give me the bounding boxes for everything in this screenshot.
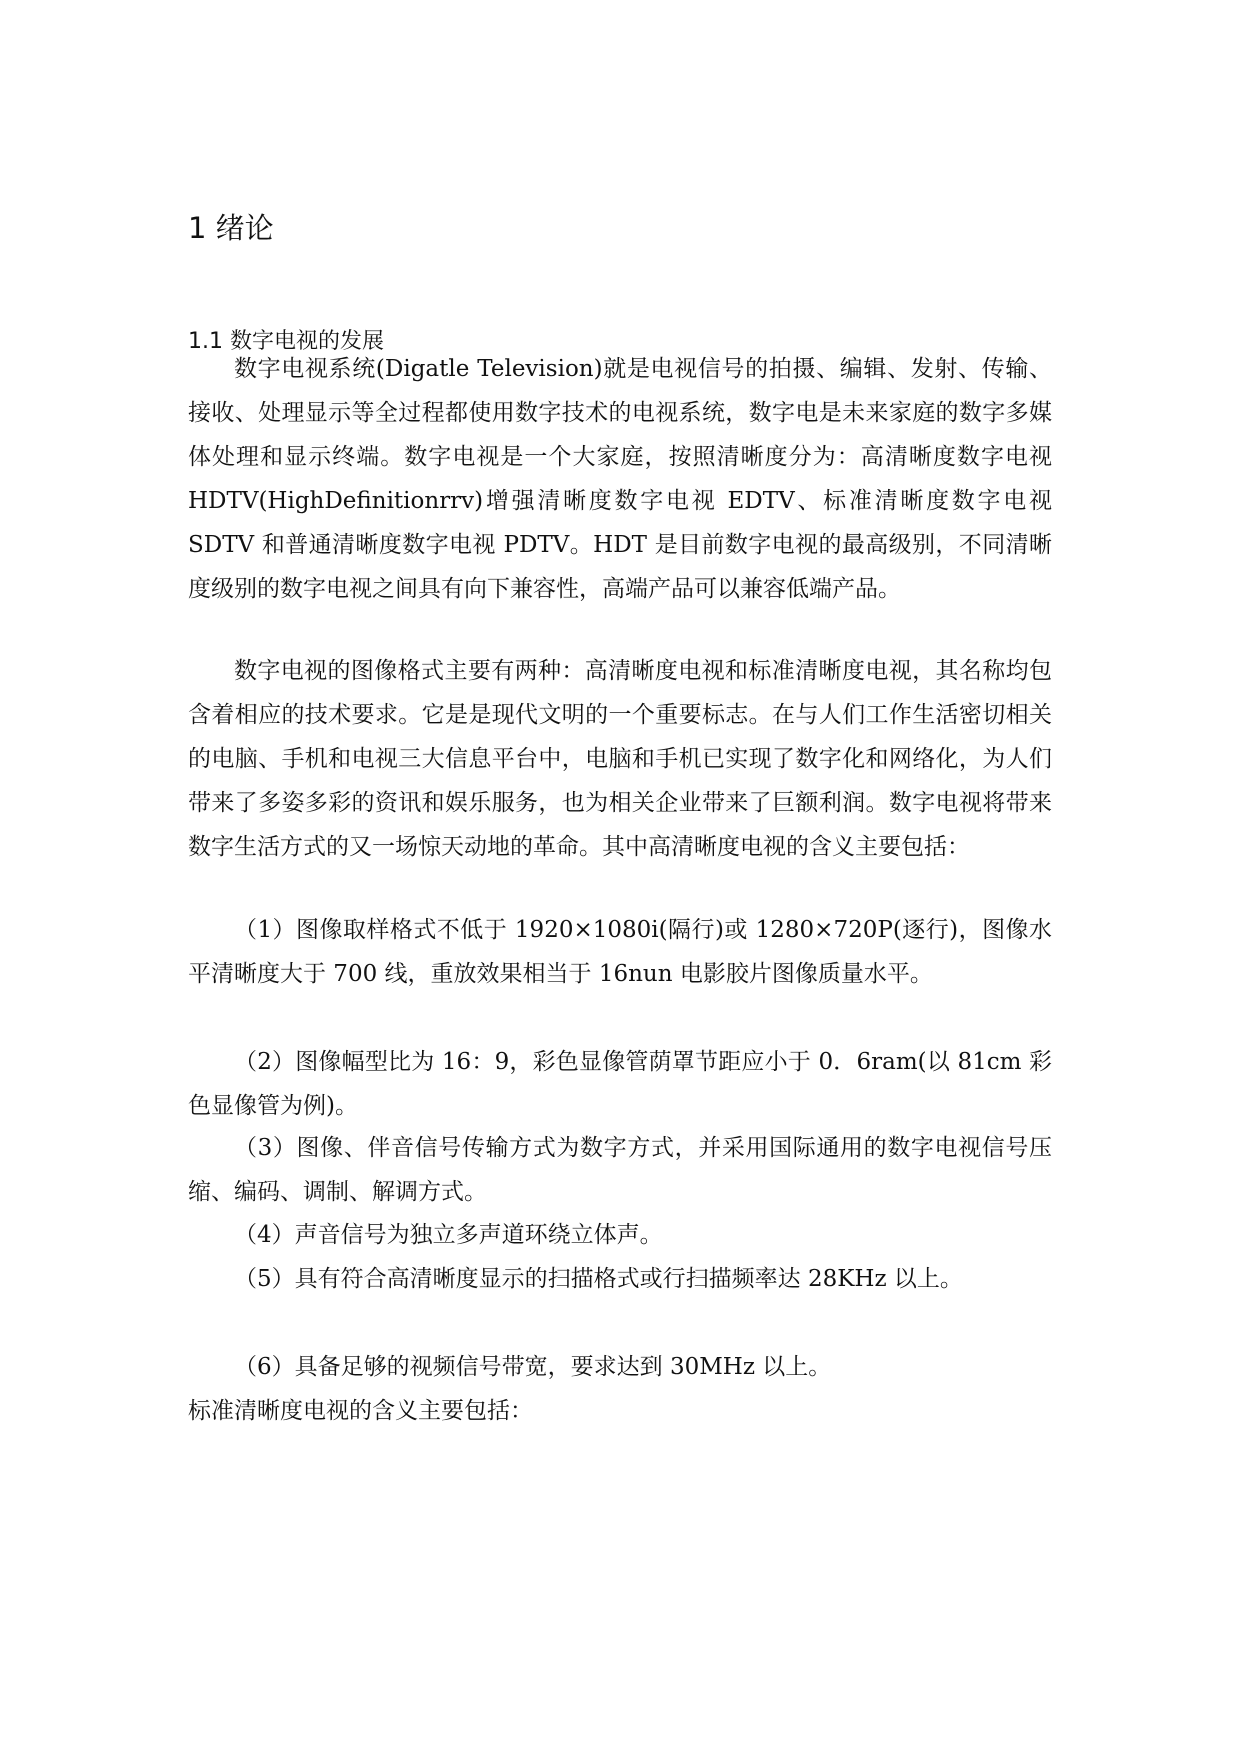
paragraph-image-format: 数字电视的图像格式主要有两种：高清晰度电视和标准清晰度电视，其名称均包含着相应的技术要求。它是是现代文明的一个重要标志。在与人们工作生活密切相关的电脑、手机和电视三大信息平台中，电脑和手机已实现了数字化和网络化，为人们带来了多姿多彩的资讯和娱乐服务，也为相关企业带来了巨额利润。数字电视将带来数字生活方式的又一场惊天动地的革命。其中高清晰度电视的含义主要包括：: [188, 658, 1052, 860]
list-item-4: （4）声音信号为独立多声道环绕立体声。: [234, 1222, 663, 1248]
paragraph-intro: 数字电视系统(Digatle Television)就是电视信号的拍摄、编辑、发射、传输、接收、处理显示等全过程都使用数字技术的电视系统，数字电是未来家庭的数字多媒体处理和显示终端。数字电视是一个大家庭，按照清晰度分为：高清晰度数字电视 HDTV(HighDefinitionrrv)增强清晰度数字电视 EDTV、标准清晰度数字电视 SDTV 和普通清晰度数字电视 PDTV。HDT 是目前数字电视的最高级别，不同清晰度级别的数字电视之间具有向下兼容性，高端产品可以兼容低端产品。: [188, 356, 1052, 602]
list-item-6: （6）具备足够的视频信号带宽，要求达到 30MHz 以上。: [234, 1354, 832, 1380]
list-item-2: （2）图像幅型比为 16：9，彩色显像管荫罩节距应小于 0．6ram(以 81cm 彩色显像管为例)。: [188, 1049, 1052, 1119]
chapter-title: 1 绪论: [188, 211, 274, 245]
section-title: 1.1 数字电视的发展: [188, 329, 384, 354]
list-item-5: （5）具有符合高清晰度显示的扫描格式或行扫描频率达 28KHz 以上。: [234, 1266, 963, 1292]
list-item-1: （1）图像取样格式不低于 1920×1080i(隔行)或 1280×720P(逐行)，图像水平清晰度大于 700 线，重放效果相当于 16nun 电影胶片图像质量水平。: [188, 917, 1052, 987]
list-item-3: （3）图像、伴音信号传输方式为数字方式，并采用国际通用的数字电视信号压缩、编码、调制、解调方式。: [188, 1135, 1052, 1205]
closing-line: 标准清晰度电视的含义主要包括：: [188, 1398, 533, 1424]
